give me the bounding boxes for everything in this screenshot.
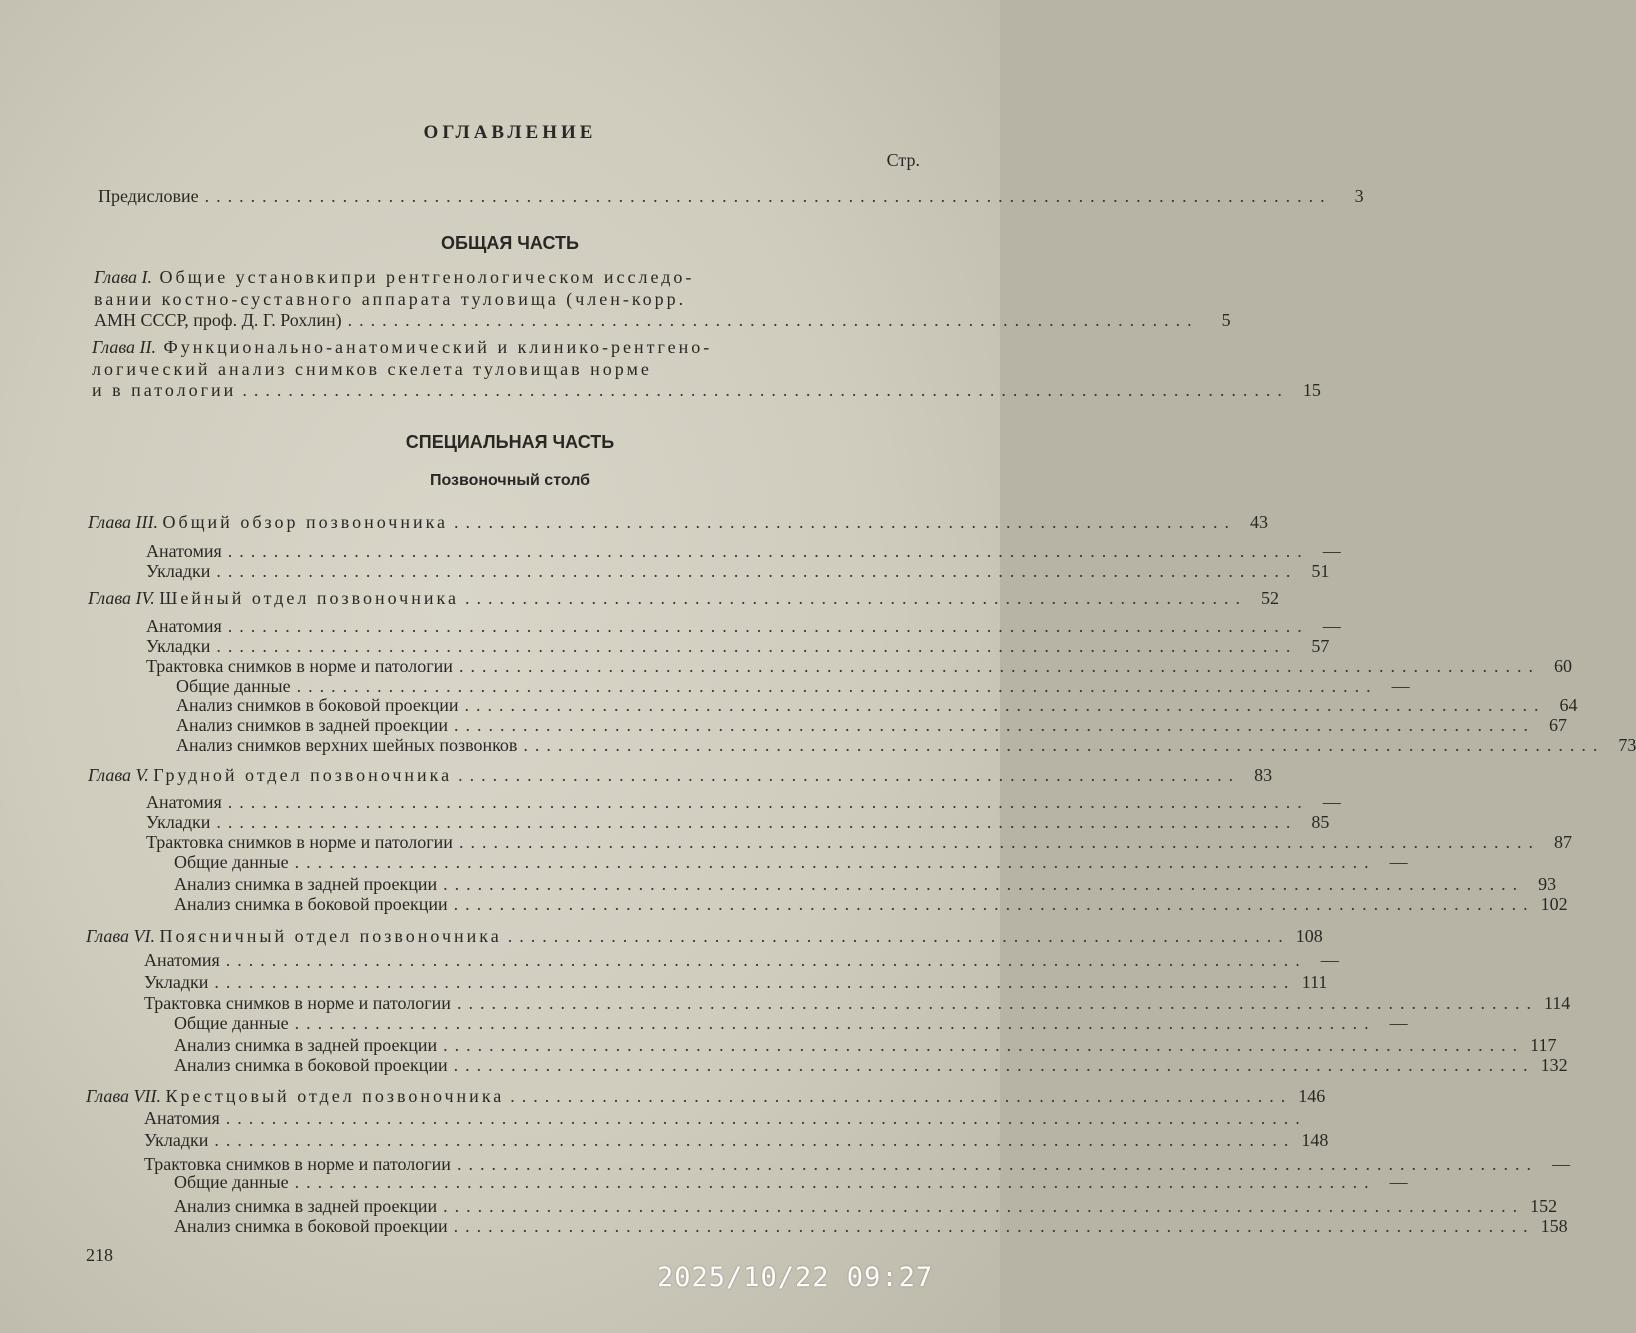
chapter-2-line-1: Глава II. Функционально-анатомический и клинико-рентгено- (92, 337, 713, 357)
leader-dots: .............................................................................................. (294, 1172, 1376, 1192)
leader-dots: .............................................................................................. (227, 541, 1309, 561)
toc-entry: Анатомия .............................................................................................. — (146, 616, 1341, 636)
page-number: 146 (1298, 1086, 1326, 1106)
leader-dots: .............................................................................................. (458, 832, 1540, 852)
toc-entry: Укладки .............................................................................................. 148 (144, 1130, 1329, 1150)
leader-dots: .............................................................................................. (216, 636, 1298, 656)
leader-dots: .............................................................................................. (227, 792, 1309, 812)
toc-chapter-6 (86, 926, 1323, 946)
toc-entry: Трактовка снимков в норме и патологии .............................................................................................. 87 (146, 832, 1572, 852)
leader-dots: .............................................................................................. (453, 894, 1535, 914)
special-part-subheading: Позвоночный столб (429, 472, 591, 489)
leader-dots: .............................................................................................. (294, 1013, 1376, 1033)
photo-timestamp: 2025/10/22 09:27 (657, 1262, 934, 1293)
leader-dots: .................................................................... (464, 588, 1247, 608)
page-column-label: Стр. (886, 150, 920, 170)
chapter-title: Общий обзор позвоночника (162, 512, 449, 532)
leader-dots: .................................................................... (510, 1086, 1293, 1106)
leader-dots: .............................................................................................. (464, 695, 1546, 715)
page-number: 108 (1295, 926, 1323, 946)
leader-dots: .................................................................... (454, 512, 1237, 532)
chapter-label: Глава VI. (86, 926, 156, 946)
chapter-label: Глава IV. (88, 588, 155, 608)
preface-label: Предисловие (98, 186, 199, 206)
toc-entry-preface (98, 186, 1364, 206)
page-number: 5 (1221, 310, 1231, 330)
toc-entry: Укладки .............................................................................................. 111 (144, 972, 1328, 992)
toc-chapter-4 (88, 588, 1279, 608)
leader-dots: .............................................................................................. (453, 715, 1535, 735)
leader-dots: .............................................................................................. (443, 1035, 1525, 1055)
leader-dots: .............................................................................................. (216, 812, 1298, 832)
chapter-label: Глава V. (88, 765, 149, 785)
leader-dots: .............................................................................................. (296, 676, 1378, 696)
page-number: 83 (1254, 765, 1273, 785)
page-number: 3 (1354, 186, 1364, 206)
chapter-label: Глава III. (88, 512, 159, 532)
toc-entry: Анатомия .............................................................................................. (144, 1108, 1307, 1128)
chapter-title: Крестцовый отдел позвоночника (165, 1086, 505, 1106)
toc-entry: Анализ снимков в боковой проекции .............................................................................................. 64 (176, 695, 1578, 715)
general-part-heading: ОБЩАЯ ЧАСТЬ (441, 233, 579, 253)
chapter-2-line-2: логический анализ снимков скелета туловищав норме (92, 359, 652, 379)
leader-dots: .............................................................................................. (294, 852, 1376, 872)
leader-dots: .................................................................... (507, 926, 1290, 946)
chapter-label: Глава II. (92, 337, 157, 357)
toc-entry: Анализ снимка в боковой проекции .............................................................................................. 102 (174, 894, 1568, 914)
toc-entry: Анализ снимка в боковой проекции .............................................................................................. 158 (174, 1216, 1568, 1236)
chapter-2-line-3: и в патологии ........................................................................................... 15 (92, 380, 1321, 400)
toc-chapter-2 (92, 336, 1321, 400)
leader-dots: .............................................................................................. (523, 735, 1605, 755)
leader-dots: .............................................................................................. (453, 1216, 1535, 1236)
toc-entry: Трактовка снимков в норме и патологии .............................................................................................. — (144, 1154, 1570, 1174)
page-number: 52 (1260, 588, 1279, 608)
toc-chapter-1 (94, 266, 1231, 330)
chapter-1-line-3: АМН СССР, проф. Д. Г. Рохлин) .......................................................................... 5 (94, 310, 1231, 330)
chapter-label: Глава VII. (86, 1086, 162, 1106)
chapter-title: Грудной отдел позвоночника (153, 765, 453, 785)
leader-dots: .............................................................................................. (456, 1154, 1538, 1174)
leader-dots: .............................................................................................. (214, 1130, 1296, 1150)
leader-dots: .............................................................................................. (456, 993, 1538, 1013)
toc-chapter-3 (88, 512, 1269, 532)
toc-entry: Анатомия .............................................................................................. — (144, 950, 1339, 970)
leader-dots: .......................................................................... (347, 310, 1199, 330)
toc-entry: Анализ снимков в задней проекции .............................................................................................. 67 (176, 715, 1567, 735)
chapter-title: Шейный отдел позвоночника (159, 588, 459, 608)
toc-entry: Трактовка снимков в норме и патологии .............................................................................................. 114 (144, 993, 1571, 1013)
leader-dots: .............................................................................................. (214, 972, 1296, 992)
leader-dots: .............................................................................................. (453, 1055, 1535, 1075)
toc-entry: Анализ снимка в задней проекции .............................................................................................. 152 (174, 1196, 1558, 1216)
toc-entry: Анализ снимка в боковой проекции .............................................................................................. 132 (174, 1055, 1568, 1075)
toc-entry: Анализ снимков верхних шейных позвонков .............................................................................................. 73 (176, 735, 1636, 755)
toc-entry: Анализ снимка в задней проекции .............................................................................................. 117 (174, 1035, 1557, 1055)
toc-entry: Общие данные .............................................................................................. — (174, 852, 1408, 872)
toc-entry: Анатомия .............................................................................................. — (146, 792, 1341, 812)
leader-dots: .............................................................................................. (227, 616, 1309, 636)
toc-entry: Общие данные .............................................................................................. — (174, 1013, 1408, 1033)
leader-dots: .............................................................................................. (458, 656, 1540, 676)
toc-entry: Укладки .............................................................................................. 51 (146, 561, 1330, 581)
toc-entry: Анализ снимка в задней проекции .............................................................................................. 93 (174, 874, 1557, 894)
page-number: 43 (1250, 512, 1269, 532)
toc-entry: Общие данные .............................................................................................. — (176, 676, 1410, 696)
toc-entry: Общие данные .............................................................................................. — (174, 1172, 1408, 1192)
chapter-1-line-1: Глава I. Общие установкипри рентгенологическом исследо- (94, 267, 695, 287)
chapter-title: Поясничный отдел позвоночника (159, 926, 502, 946)
page-title: ОГЛАВЛЕНИЕ (423, 122, 597, 143)
toc-entry: Трактовка снимков в норме и патологии .............................................................................................. 60 (146, 656, 1572, 676)
leader-dots: .............................................................................................. (443, 1196, 1525, 1216)
special-part-heading: СПЕЦИАЛЬНАЯ ЧАСТЬ (405, 432, 615, 452)
toc-chapter-7 (86, 1086, 1326, 1106)
leader-dots: .............................................................................................. (225, 1108, 1307, 1128)
leader-dots: .................................................................... (458, 765, 1241, 785)
toc-chapter-5 (88, 765, 1273, 785)
chapter-1-line-2: вании костно-суставного аппарата туловища (член-корр. (94, 289, 687, 309)
leader-dots: .............................................................................................. (443, 874, 1525, 894)
leader-dots: .................................................................................................. (204, 186, 1332, 206)
page-number: 15 (1302, 380, 1321, 400)
leader-dots: .............................................................................................. (216, 561, 1298, 581)
leader-dots: .............................................................................................. (225, 950, 1307, 970)
page-folio-number: 218 (86, 1245, 113, 1265)
toc-entry: Укладки .............................................................................................. 85 (146, 812, 1330, 832)
leader-dots: ........................................................................................... (242, 380, 1289, 400)
toc-entry: Анатомия .............................................................................................. — (146, 541, 1341, 561)
chapter-label: Глава I. (94, 267, 153, 287)
toc-entry: Укладки .............................................................................................. 57 (146, 636, 1330, 656)
